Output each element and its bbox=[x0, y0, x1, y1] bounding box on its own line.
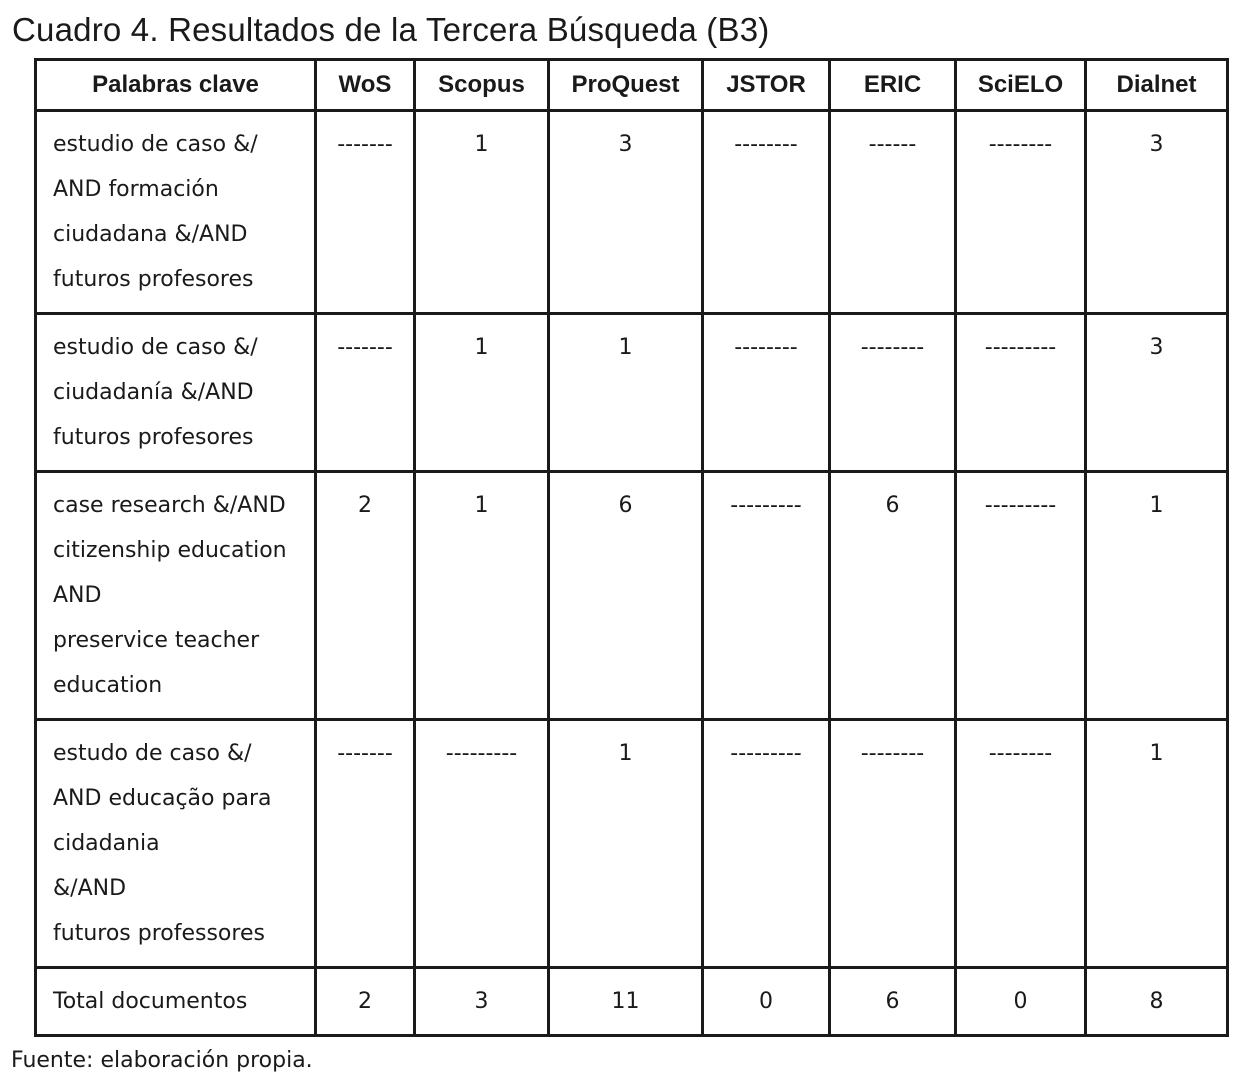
keyword-line: estudo de caso &/ bbox=[53, 741, 252, 766]
cell-proquest: 1 bbox=[549, 720, 703, 968]
cell-dialnet: 3 bbox=[1086, 111, 1228, 314]
cell-wos: ------- bbox=[316, 314, 415, 472]
cell-eric: ------ bbox=[830, 111, 956, 314]
total-eric: 6 bbox=[830, 968, 956, 1036]
keyword-line: ciudadanía &/AND bbox=[53, 380, 254, 405]
total-scielo: 0 bbox=[956, 968, 1086, 1036]
total-proquest: 11 bbox=[549, 968, 703, 1036]
table-row bbox=[36, 720, 1228, 968]
cell-jstor: --------- bbox=[703, 720, 830, 968]
cell-dialnet: 3 bbox=[1086, 314, 1228, 472]
total-wos: 2 bbox=[316, 968, 415, 1036]
header-dialnet: Dialnet bbox=[1086, 60, 1228, 111]
keyword-line: estudio de caso &/ bbox=[53, 335, 258, 360]
total-row bbox=[36, 968, 1228, 1036]
header-scopus: Scopus bbox=[415, 60, 549, 111]
cell-eric: -------- bbox=[830, 314, 956, 472]
keyword-line: cidadania bbox=[53, 831, 160, 856]
keyword-line: education bbox=[53, 673, 163, 698]
keyword-line: citizenship education bbox=[53, 538, 287, 563]
cell-scielo: -------- bbox=[956, 720, 1086, 968]
cell-jstor: -------- bbox=[703, 314, 830, 472]
keyword-line: estudio de caso &/ bbox=[53, 132, 258, 157]
cell-scopus: --------- bbox=[415, 720, 549, 968]
header-jstor: JSTOR bbox=[703, 60, 830, 111]
cell-scopus: 1 bbox=[415, 472, 549, 720]
total-dialnet: 8 bbox=[1086, 968, 1228, 1036]
keywords-cell bbox=[36, 720, 316, 968]
cell-wos: ------- bbox=[316, 720, 415, 968]
keywords-cell bbox=[36, 314, 316, 472]
header-keywords: Palabras clave bbox=[36, 60, 316, 111]
keyword-line: futuros profesores bbox=[53, 267, 254, 292]
cell-eric: 6 bbox=[830, 472, 956, 720]
cell-dialnet: 1 bbox=[1086, 472, 1228, 720]
keywords-cell bbox=[36, 111, 316, 314]
keyword-line: case research &/AND bbox=[53, 493, 286, 518]
cell-dialnet: 1 bbox=[1086, 720, 1228, 968]
total-jstor: 0 bbox=[703, 968, 830, 1036]
cell-scielo: --------- bbox=[956, 314, 1086, 472]
cell-jstor: --------- bbox=[703, 472, 830, 720]
source-note: Fuente: elaboración propia. bbox=[11, 1048, 313, 1073]
cell-wos: 2 bbox=[316, 472, 415, 720]
cell-eric: -------- bbox=[830, 720, 956, 968]
keyword-line: AND bbox=[53, 583, 102, 608]
cell-proquest: 6 bbox=[549, 472, 703, 720]
header-scielo: SciELO bbox=[956, 60, 1086, 111]
header-row bbox=[36, 60, 1228, 111]
cell-scielo: --------- bbox=[956, 472, 1086, 720]
table-row bbox=[36, 472, 1228, 720]
table-row bbox=[36, 314, 1228, 472]
keyword-line: ciudadana &/AND bbox=[53, 222, 248, 247]
cell-proquest: 1 bbox=[549, 314, 703, 472]
results-table bbox=[34, 58, 1229, 1037]
keyword-line: futuros profesores bbox=[53, 425, 254, 450]
header-proquest: ProQuest bbox=[549, 60, 703, 111]
total-scopus: 3 bbox=[415, 968, 549, 1036]
keyword-line: &/AND bbox=[53, 876, 127, 901]
cell-scopus: 1 bbox=[415, 111, 549, 314]
table-caption: Cuadro 4. Resultados de la Tercera Búsqueda (B3) bbox=[12, 11, 770, 48]
total-label: Total documentos bbox=[36, 968, 316, 1036]
keyword-line: AND educação para bbox=[53, 786, 272, 811]
keyword-line: AND formación bbox=[53, 177, 219, 202]
keyword-line: preservice teacher bbox=[53, 628, 260, 653]
keyword-line: futuros professores bbox=[53, 921, 265, 946]
header-wos: WoS bbox=[316, 60, 415, 111]
keywords-cell bbox=[36, 472, 316, 720]
cell-jstor: -------- bbox=[703, 111, 830, 314]
cell-scielo: -------- bbox=[956, 111, 1086, 314]
cell-scopus: 1 bbox=[415, 314, 549, 472]
table-row bbox=[36, 111, 1228, 314]
cell-wos: ------- bbox=[316, 111, 415, 314]
header-eric: ERIC bbox=[830, 60, 956, 111]
cell-proquest: 3 bbox=[549, 111, 703, 314]
